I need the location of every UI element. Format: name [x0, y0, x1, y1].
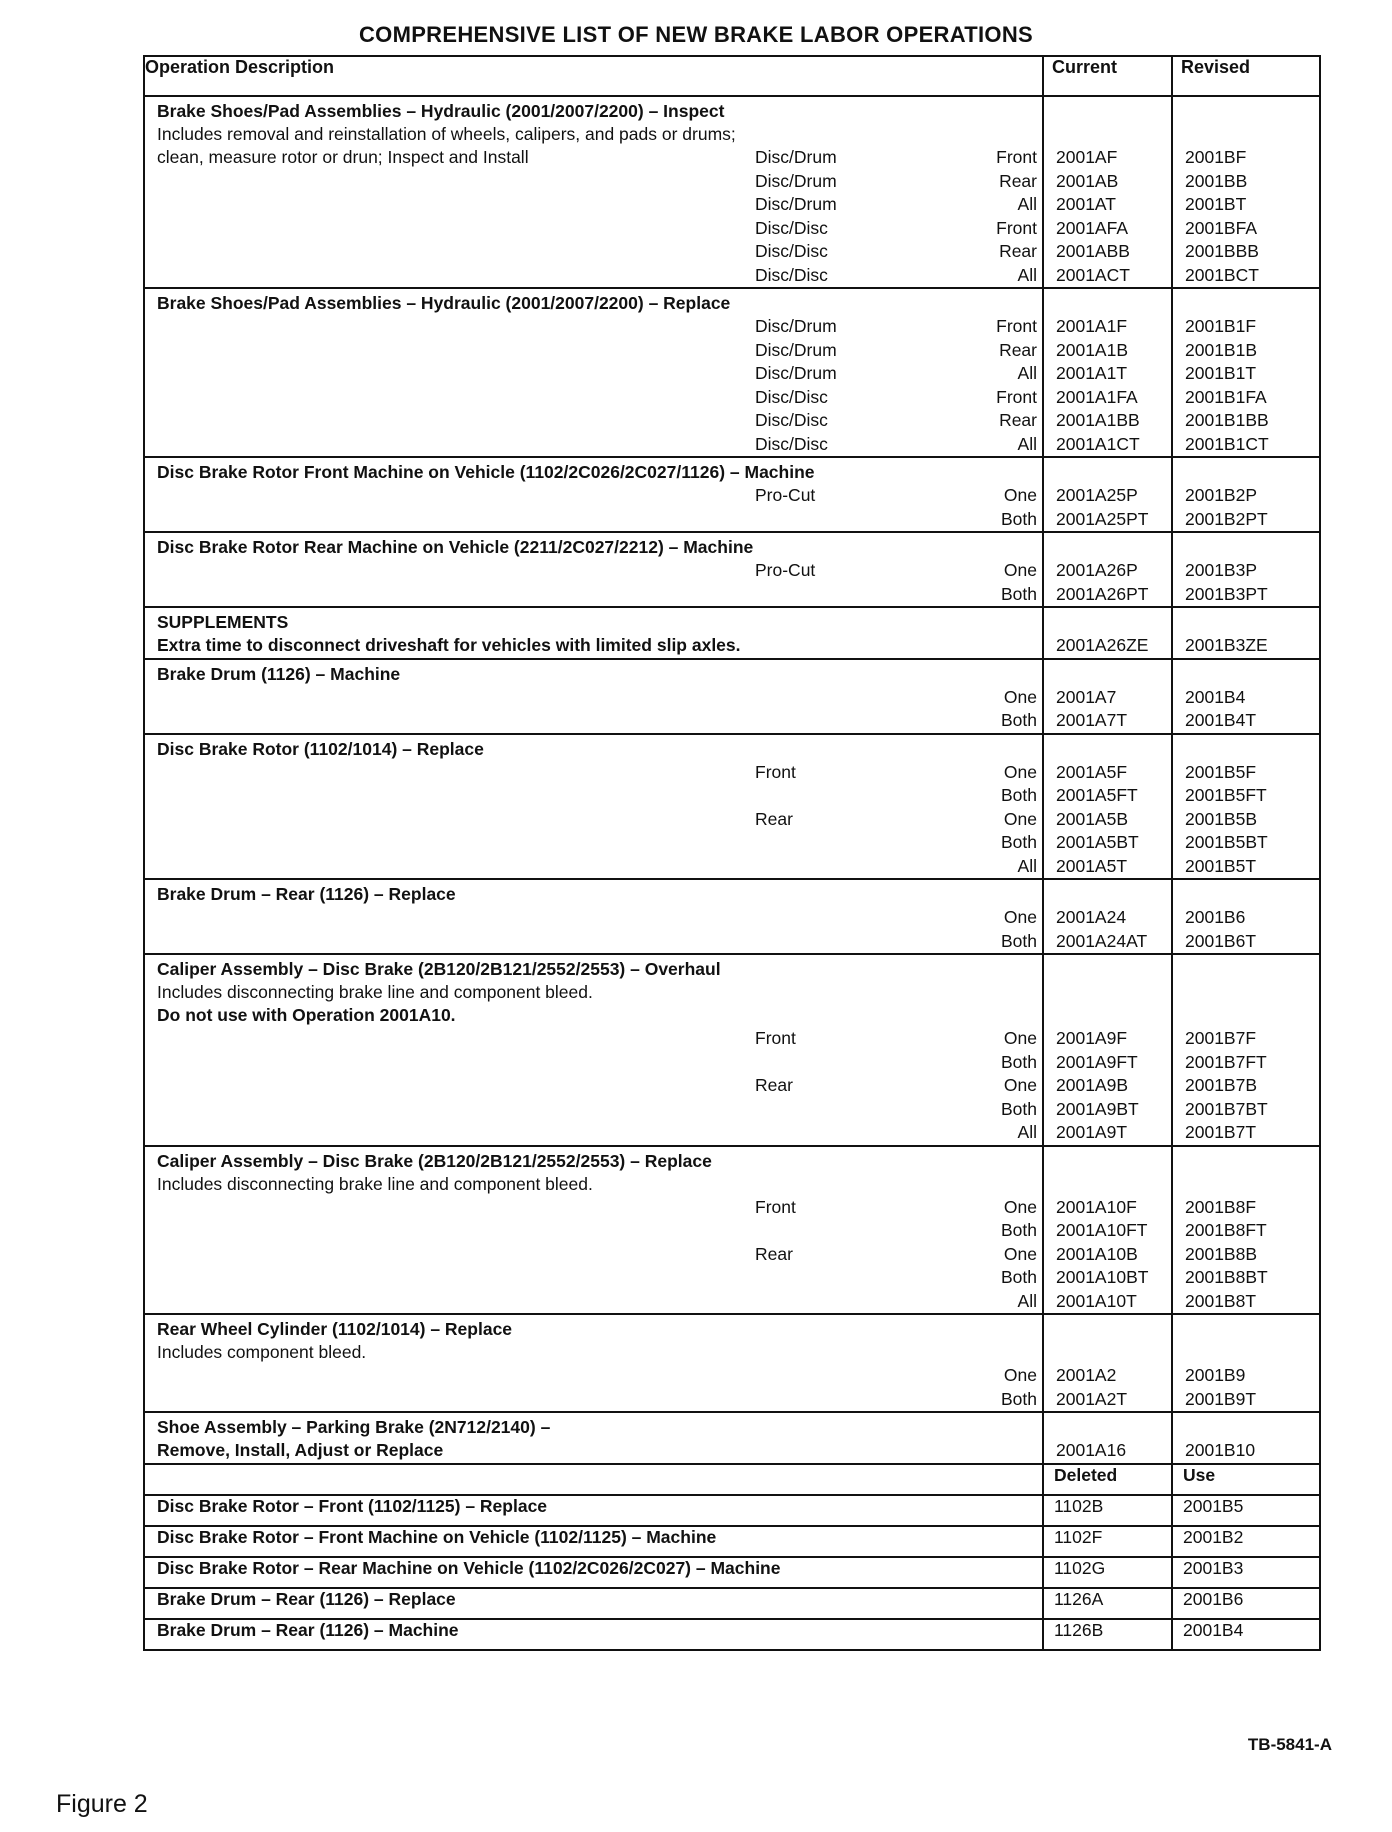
section-heading: Brake Shoes/Pad Assemblies – Hydraulic (2001/2007/2200) – Inspect	[157, 101, 725, 121]
section-row	[144, 96, 1320, 288]
deleted-op-row	[144, 1588, 1320, 1619]
revised-code: 2001BFA	[1185, 217, 1257, 238]
operation-variant	[157, 1219, 1042, 1243]
variant-qty: Front	[996, 386, 1037, 407]
deleted-op-code: 1126B	[1043, 1619, 1172, 1650]
deleted-op-use: 2001B5	[1172, 1495, 1320, 1526]
revised-code: 2001B5FT	[1185, 785, 1267, 805]
operation-variant	[157, 831, 1042, 855]
variant-qty: All	[1017, 1290, 1037, 1311]
variant-type	[755, 686, 865, 710]
revised-code: 2001B5B	[1185, 808, 1258, 829]
variant-type: Disc/Disc	[755, 264, 828, 285]
current-code: 2001A26ZE	[1056, 635, 1149, 655]
current-code: 2001AT	[1056, 194, 1116, 214]
header-deleted: Deleted	[1043, 1464, 1172, 1495]
header-use: Use	[1172, 1464, 1320, 1495]
revised-cell	[1172, 1412, 1320, 1464]
variant-type: Disc/Drum	[755, 339, 837, 360]
current-code: 2001A5F	[1056, 761, 1128, 782]
operation-variant	[157, 170, 1042, 194]
revised-cell	[1172, 659, 1320, 734]
operation-variant	[157, 409, 1042, 433]
section-row	[144, 607, 1320, 659]
operation-variant	[157, 1098, 1042, 1122]
revised-code: 2001B7T	[1185, 1122, 1257, 1142]
current-code: 2001A10T	[1056, 1290, 1137, 1311]
current-code: 2001A10BT	[1056, 1267, 1149, 1287]
variant-qty: All	[1017, 363, 1037, 383]
current-code: 2001A25P	[1056, 485, 1138, 505]
current-cell	[1043, 734, 1172, 880]
section-heading-line2: Remove, Install, Adjust or Replace	[157, 1440, 444, 1460]
variant-type: Front	[755, 1196, 796, 1217]
variant-type	[755, 1364, 865, 1388]
variant-qty: All	[1017, 433, 1037, 454]
deleted-op-row	[144, 1619, 1320, 1650]
current-cell	[1043, 879, 1172, 954]
current-code: 2001A5B	[1056, 808, 1129, 829]
variant-type: Disc/Drum	[755, 194, 837, 214]
variant-qty: One	[1003, 1028, 1037, 1048]
deleted-header-row	[144, 1464, 1320, 1495]
variant-qty: Front	[996, 316, 1037, 336]
section-description	[144, 879, 1043, 954]
section-row	[144, 659, 1320, 734]
section-description	[144, 532, 1043, 607]
section-heading: Disc Brake Rotor (1102/1014) – Replace	[157, 738, 484, 759]
deleted-header-blank	[144, 1464, 1043, 1495]
current-code: 2001A1CT	[1056, 433, 1140, 454]
section-note: Includes disconnecting brake line and component bleed.	[157, 1173, 593, 1194]
variant-type: Disc/Drum	[755, 316, 837, 336]
revised-code: 2001B1FA	[1185, 386, 1267, 407]
labor-operations-table	[143, 55, 1321, 1651]
variant-qty: One	[1003, 907, 1037, 927]
section-description	[144, 1412, 1043, 1464]
operation-variant	[157, 784, 1042, 808]
revised-cell	[1172, 954, 1320, 1146]
variant-type: Pro-Cut	[755, 560, 816, 580]
operation-variant	[157, 217, 1042, 241]
current-code: 2001A9FT	[1056, 1051, 1138, 1072]
variant-type	[755, 508, 865, 532]
current-code: 2001A2	[1056, 1365, 1117, 1385]
operation-variant	[157, 339, 1042, 363]
section-row	[144, 954, 1320, 1146]
variant-type: Rear	[755, 808, 793, 829]
variant-type	[755, 855, 865, 879]
variant-type: Rear	[755, 1075, 793, 1095]
current-code: 2001AB	[1056, 170, 1119, 191]
section-description	[144, 1314, 1043, 1412]
variant-type: Front	[755, 1028, 796, 1048]
current-code: 2001A16	[1056, 1440, 1127, 1460]
current-code: 2001A1F	[1056, 316, 1128, 336]
current-code: 2001A9T	[1056, 1122, 1128, 1142]
operation-variant	[157, 508, 1042, 532]
variant-type	[755, 1266, 865, 1290]
operation-variant	[157, 264, 1042, 288]
operation-variant	[157, 240, 1042, 264]
deleted-op-desc: Disc Brake Rotor – Front (1102/1125) – Replace	[144, 1495, 1043, 1526]
revised-code: 2001BB	[1185, 170, 1248, 191]
current-code: 2001A1T	[1056, 363, 1128, 383]
revised-cell	[1172, 1146, 1320, 1315]
variant-qty: Both	[1001, 1220, 1037, 1240]
variant-qty: Both	[1001, 710, 1037, 730]
section-row	[144, 1412, 1320, 1464]
section-note: Includes disconnecting brake line and component bleed.	[157, 982, 593, 1002]
section-heading: Shoe Assembly – Parking Brake (2N712/2140) –	[157, 1417, 551, 1437]
revised-code: 2001B3ZE	[1185, 635, 1268, 655]
current-code: 2001A10B	[1056, 1243, 1138, 1264]
section-heading: Caliper Assembly – Disc Brake (2B120/2B121/2552/2553) – Replace	[157, 1150, 712, 1171]
section-row	[144, 879, 1320, 954]
operation-variant	[157, 362, 1042, 386]
revised-code: 2001BBB	[1185, 241, 1259, 261]
operation-variant	[157, 1121, 1042, 1145]
revised-code: 2001B6T	[1185, 930, 1257, 951]
variant-qty: Rear	[999, 241, 1037, 261]
section-description	[144, 1146, 1043, 1315]
section-heading: SUPPLEMENTS	[157, 612, 289, 632]
section-description	[144, 96, 1043, 288]
table-header-row	[144, 56, 1320, 96]
section-note-bold: Do not use with Operation 2001A10.	[157, 1005, 456, 1025]
revised-code: 2001B8T	[1185, 1290, 1257, 1311]
revised-code: 2001B7FT	[1185, 1051, 1267, 1072]
deleted-op-row	[144, 1526, 1320, 1557]
current-code: 2001A24	[1056, 907, 1127, 927]
revised-cell	[1172, 734, 1320, 880]
deleted-op-desc: Disc Brake Rotor – Rear Machine on Vehicle (1102/2C026/2C027) – Machine	[144, 1557, 1043, 1588]
variant-type	[755, 1290, 865, 1314]
current-code: 2001A9BT	[1056, 1098, 1139, 1119]
variant-qty: Both	[1001, 1267, 1037, 1287]
revised-code: 2001B5BT	[1185, 832, 1268, 852]
revised-code: 2001B4T	[1185, 710, 1257, 730]
current-code: 2001A26P	[1056, 560, 1138, 580]
section-row	[144, 288, 1320, 457]
variant-type: Disc/Drum	[755, 147, 837, 167]
variant-type	[755, 831, 865, 855]
document-id: TB-5841-A	[1247, 1735, 1332, 1754]
section-heading: Caliper Assembly – Disc Brake (2B120/2B121/2552/2553) – Overhaul	[157, 959, 721, 979]
variant-type	[755, 1051, 865, 1075]
current-code: 2001A7	[1056, 686, 1117, 707]
variant-qty: Front	[996, 147, 1037, 167]
operation-variant	[157, 433, 1042, 457]
section-heading: Brake Drum (1126) – Machine	[157, 663, 401, 684]
current-code: 2001A24AT	[1056, 930, 1148, 951]
operation-variant	[157, 1074, 1042, 1098]
variant-qty: Front	[996, 217, 1037, 238]
revised-code: 2001BF	[1185, 147, 1247, 167]
section-row	[144, 734, 1320, 880]
current-code: 2001AF	[1056, 147, 1118, 167]
operation-variant	[157, 1243, 1042, 1267]
variant-qty: Rear	[999, 339, 1037, 360]
variant-qty: All	[1017, 194, 1037, 214]
variant-type	[755, 1219, 865, 1243]
section-description	[144, 457, 1043, 532]
variant-qty: Both	[1001, 508, 1037, 529]
revised-code: 2001B3PT	[1185, 583, 1268, 604]
revised-code: 2001BT	[1185, 194, 1247, 214]
section-note: Includes component bleed.	[157, 1342, 367, 1362]
revised-code: 2001B1F	[1185, 316, 1257, 336]
deleted-op-code: 1102F	[1043, 1526, 1172, 1557]
variant-type: Disc/Disc	[755, 386, 828, 407]
current-code: 2001A10FT	[1056, 1220, 1148, 1240]
current-code: 2001A2T	[1056, 1388, 1128, 1409]
current-code: 2001A1BB	[1056, 410, 1140, 430]
revised-code: 2001B1CT	[1185, 433, 1269, 454]
revised-code: 2001B1B	[1185, 339, 1258, 360]
variant-qty: Both	[1001, 1098, 1037, 1119]
operation-variant	[157, 906, 1042, 930]
current-cell	[1043, 659, 1172, 734]
variant-type	[755, 1098, 865, 1122]
variant-type: Rear	[755, 1243, 793, 1264]
revised-code: 2001B2PT	[1185, 508, 1268, 529]
current-code: 2001A5BT	[1056, 832, 1139, 852]
section-row	[144, 1314, 1320, 1412]
deleted-op-desc: Brake Drum – Rear (1126) – Replace	[144, 1588, 1043, 1619]
deleted-op-code: 1102G	[1043, 1557, 1172, 1588]
operation-variant	[157, 930, 1042, 954]
deleted-op-use: 2001B6	[1172, 1588, 1320, 1619]
variant-type	[755, 1121, 865, 1145]
variant-type: Pro-Cut	[755, 485, 816, 505]
operation-variant	[157, 1290, 1042, 1314]
revised-code: 2001B6	[1185, 907, 1246, 927]
current-cell	[1043, 954, 1172, 1146]
variant-type	[755, 583, 865, 607]
deleted-op-desc: Disc Brake Rotor – Front Machine on Vehicle (1102/1125) – Machine	[144, 1526, 1043, 1557]
section-description	[144, 659, 1043, 734]
revised-code: 2001B8F	[1185, 1196, 1257, 1217]
section-description	[144, 954, 1043, 1146]
variant-qty: One	[1003, 560, 1037, 580]
operation-variant	[157, 583, 1042, 607]
current-cell	[1043, 1314, 1172, 1412]
section-heading: Disc Brake Rotor Front Machine on Vehicle (1102/2C026/2C027/1126) – Machine	[157, 462, 815, 482]
variant-type	[755, 930, 865, 954]
operation-variant	[157, 761, 1042, 785]
section-note: Includes removal and reinstallation of wheels, calipers, and pads or drums;	[157, 124, 736, 144]
operation-variant	[157, 709, 1042, 733]
variant-qty: Rear	[999, 410, 1037, 430]
current-code: 2001A5FT	[1056, 785, 1138, 805]
revised-code: 2001B4	[1185, 686, 1246, 707]
variant-qty: All	[1017, 1122, 1037, 1142]
revised-cell	[1172, 879, 1320, 954]
current-code: 2001A26PT	[1056, 583, 1149, 604]
variant-type: Front	[755, 761, 796, 782]
revised-cell	[1172, 96, 1320, 288]
section-row	[144, 532, 1320, 607]
revised-code: 2001BCT	[1185, 264, 1259, 285]
section-heading: Brake Shoes/Pad Assemblies – Hydraulic (2001/2007/2200) – Replace	[157, 293, 731, 313]
revised-code: 2001B7B	[1185, 1075, 1258, 1095]
header-revised: Revised	[1172, 56, 1320, 96]
operation-variant	[157, 559, 1042, 583]
header-current: Current	[1043, 56, 1172, 96]
variant-qty: All	[1017, 264, 1037, 285]
variant-type	[755, 1388, 865, 1412]
operation-variant	[157, 484, 1042, 508]
current-code: 2001A9B	[1056, 1075, 1129, 1095]
variant-qty: Both	[1001, 785, 1037, 805]
revised-cell	[1172, 457, 1320, 532]
current-cell	[1043, 1146, 1172, 1315]
variant-type: Disc/Disc	[755, 433, 828, 454]
variant-qty: Both	[1001, 583, 1037, 604]
revised-code: 2001B9T	[1185, 1388, 1257, 1409]
current-code: 2001ACT	[1056, 264, 1130, 285]
variant-qty: One	[1003, 808, 1037, 829]
figure-label: Figure 2	[56, 1790, 148, 1818]
variant-qty: One	[1003, 1365, 1037, 1385]
current-cell	[1043, 96, 1172, 288]
section-row	[144, 457, 1320, 532]
section-heading: Rear Wheel Cylinder (1102/1014) – Replace	[157, 1319, 513, 1339]
variant-qty: One	[1003, 485, 1037, 505]
deleted-op-desc: Brake Drum – Rear (1126) – Machine	[144, 1619, 1043, 1650]
variant-type: Disc/Disc	[755, 241, 828, 261]
variant-qty: Both	[1001, 1388, 1037, 1409]
revised-code: 2001B5T	[1185, 855, 1257, 876]
variant-type	[755, 784, 865, 808]
revised-cell	[1172, 607, 1320, 659]
revised-cell	[1172, 1314, 1320, 1412]
revised-code: 2001B1BB	[1185, 410, 1269, 430]
operation-variant	[157, 686, 1042, 710]
variant-type: Disc/Disc	[755, 410, 828, 430]
deleted-op-use: 2001B2	[1172, 1526, 1320, 1557]
header-description: Operation Description	[144, 56, 1043, 96]
variant-type: Disc/Drum	[755, 170, 837, 191]
section-note: clean, measure rotor or drun; Inspect and Install	[157, 147, 529, 167]
current-cell	[1043, 1412, 1172, 1464]
operation-variant	[157, 1196, 1042, 1220]
section-description	[144, 734, 1043, 880]
operation-variant	[157, 1266, 1042, 1290]
revised-code: 2001B10	[1185, 1440, 1256, 1460]
operation-variant	[157, 146, 1042, 170]
revised-cell	[1172, 288, 1320, 457]
revised-code: 2001B9	[1185, 1365, 1246, 1385]
operation-variant	[157, 315, 1042, 339]
revised-code: 2001B7BT	[1185, 1098, 1268, 1119]
operation-variant	[157, 386, 1042, 410]
revised-code: 2001B7F	[1185, 1028, 1257, 1048]
operation-variant	[157, 1051, 1042, 1075]
section-heading: Disc Brake Rotor Rear Machine on Vehicle (2211/2C027/2212) – Machine	[157, 537, 754, 557]
variant-type: Disc/Drum	[755, 363, 837, 383]
variant-qty: Both	[1001, 832, 1037, 852]
variant-qty: One	[1003, 1196, 1037, 1217]
variant-qty: One	[1003, 1075, 1037, 1095]
variant-qty: Rear	[999, 170, 1037, 191]
revised-code: 2001B8B	[1185, 1243, 1258, 1264]
deleted-op-code: 1126A	[1043, 1588, 1172, 1619]
revised-code: 2001B2P	[1185, 485, 1258, 505]
variant-type	[755, 906, 865, 930]
variant-qty: One	[1003, 1243, 1037, 1264]
deleted-op-row	[144, 1557, 1320, 1588]
current-cell	[1043, 457, 1172, 532]
variant-qty: One	[1003, 686, 1037, 707]
variant-qty: One	[1003, 761, 1037, 782]
section-description	[144, 607, 1043, 659]
revised-cell	[1172, 532, 1320, 607]
revised-code: 2001B8BT	[1185, 1267, 1268, 1287]
current-code: 2001ABB	[1056, 241, 1130, 261]
current-code: 2001A7T	[1056, 710, 1128, 730]
deleted-op-use: 2001B3	[1172, 1557, 1320, 1588]
current-code: 2001A1FA	[1056, 386, 1138, 407]
section-note-bold: Extra time to disconnect driveshaft for vehicles with limited slip axles.	[157, 635, 741, 655]
operation-variant	[157, 808, 1042, 832]
deleted-op-row	[144, 1495, 1320, 1526]
current-code: 2001A25PT	[1056, 508, 1149, 529]
operation-variant	[157, 193, 1042, 217]
variant-type	[755, 709, 865, 733]
current-cell	[1043, 607, 1172, 659]
section-description	[144, 288, 1043, 457]
operation-variant	[157, 855, 1042, 879]
current-code: 2001A9F	[1056, 1028, 1128, 1048]
revised-code: 2001B8FT	[1185, 1220, 1267, 1240]
operation-variant	[157, 1364, 1042, 1388]
current-cell	[1043, 288, 1172, 457]
variant-qty: Both	[1001, 930, 1037, 951]
operation-variant	[157, 1027, 1042, 1051]
revised-code: 2001B3P	[1185, 560, 1258, 580]
section-row	[144, 1146, 1320, 1315]
variant-qty: Both	[1001, 1051, 1037, 1072]
operation-variant	[157, 1388, 1042, 1412]
deleted-op-code: 1102B	[1043, 1495, 1172, 1526]
variant-qty: All	[1017, 855, 1037, 876]
current-code: 2001A10F	[1056, 1196, 1137, 1217]
current-code: 2001A1B	[1056, 339, 1129, 360]
current-cell	[1043, 532, 1172, 607]
section-heading: Brake Drum – Rear (1126) – Replace	[157, 884, 456, 904]
page-title: COMPREHENSIVE LIST OF NEW BRAKE LABOR OPERATIONS	[358, 22, 1034, 47]
variant-type: Disc/Disc	[755, 217, 828, 238]
current-code: 2001AFA	[1056, 217, 1128, 238]
current-code: 2001A5T	[1056, 855, 1128, 876]
revised-code: 2001B1T	[1185, 363, 1257, 383]
deleted-op-use: 2001B4	[1172, 1619, 1320, 1650]
revised-code: 2001B5F	[1185, 761, 1257, 782]
